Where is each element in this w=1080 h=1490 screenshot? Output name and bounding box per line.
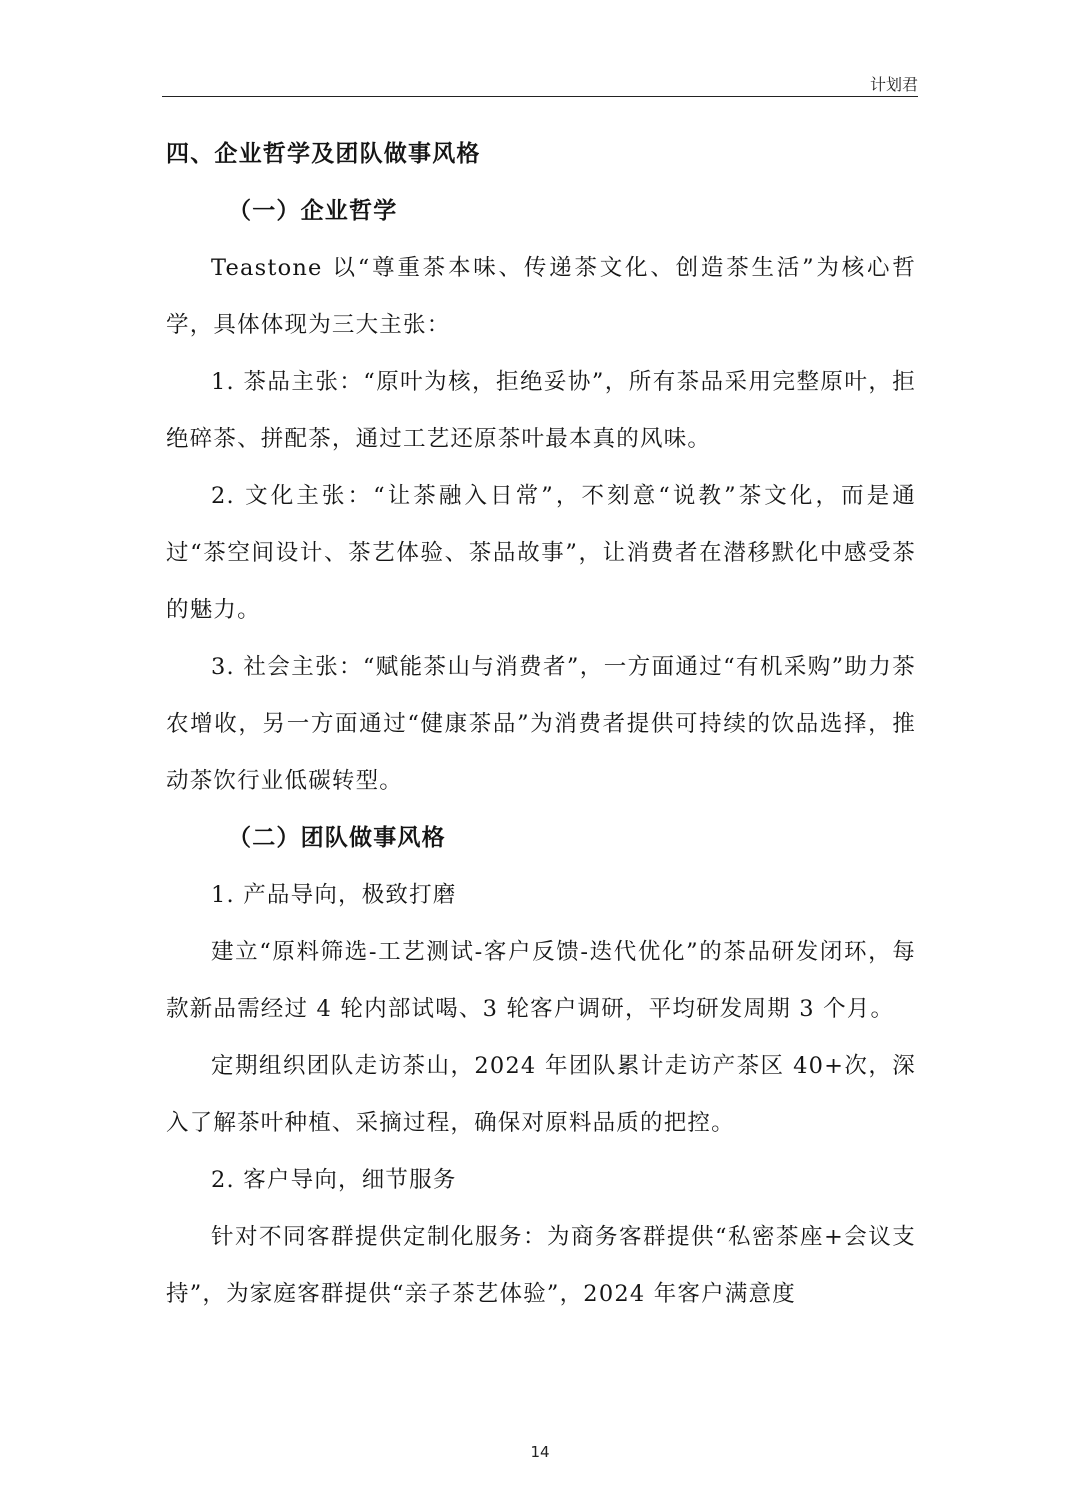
philosophy-item-culture: 2. 文化主张：“让茶融入日常”，不刻意“说教”茶文化，而是通过“茶空间设计、茶艺体验、茶品故事”，让消费者在潜移默化中感受茶的魅力。 <box>166 483 916 623</box>
section-heading: 四、企业哲学及团队做事风格 <box>166 141 481 167</box>
team-item2-title: 2. 客户导向，细节服务 <box>211 1167 457 1193</box>
philosophy-heading: （一）企业哲学 <box>228 198 398 224</box>
team-item1-paragraph-2: 定期组织团队走访茶山，2024 年团队累计走访产茶区 40+次，深入了解茶叶种植、采摘过程，确保对原料品质的把控。 <box>166 1053 916 1136</box>
team-style-heading: （二）团队做事风格 <box>228 825 446 851</box>
philosophy-item-society: 3. 社会主张：“赋能茶山与消费者”，一方面通过“有机采购”助力茶农增收，另一方面通过“健康茶品”为消费者提供可持续的饮品选择，推动茶饮行业低碳转型。 <box>166 654 916 794</box>
page-number: 14 <box>530 1443 550 1461</box>
team-item2-paragraph-1: 针对不同客群提供定制化服务：为商务客群提供“私密茶座+会议支持”，为家庭客群提供“亲子茶艺体验”，2024 年客户满意度 <box>166 1224 916 1307</box>
header-title: 计划君 <box>869 75 918 94</box>
philosophy-intro: Teastone 以“尊重茶本味、传递茶文化、创造茶生活”为核心哲学，具体体现为三大主张： <box>166 255 916 338</box>
team-item1-title: 1. 产品导向，极致打磨 <box>211 882 457 908</box>
document-body <box>166 126 916 1323</box>
team-item1-paragraph-1: 建立“原料筛选-工艺测试-客户反馈-迭代优化”的茶品研发闭环，每款新品需经过 4 轮内部试喝、3 轮客户调研，平均研发周期 3 个月。 <box>166 939 916 1022</box>
header-divider <box>162 96 918 97</box>
philosophy-item-product: 1. 茶品主张：“原叶为核，拒绝妥协”，所有茶品采用完整原叶，拒绝碎茶、拼配茶，通过工艺还原茶叶最本真的风味。 <box>166 369 916 452</box>
